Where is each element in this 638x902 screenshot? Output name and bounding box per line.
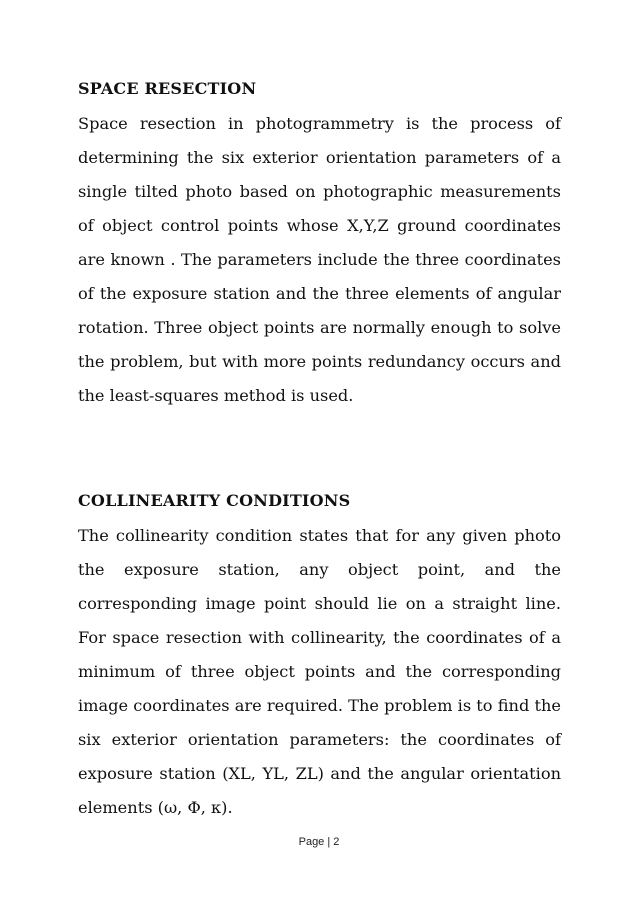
section-body-space-resection: Space resection in photogrammetry is the process of determining the six exterior orientation parameters of a single tilted photo based on photographic measurements of object control points whose X,Y,Z ground coordinates are known . The parameters include the three coordinates of the exposure station and the three elements of angular rotation. Three object points are normally enough to solve the problem, but with more points redundancy occurs and the least-squares method is used. xyxy=(78,114,561,405)
page-number-footer: Page | 2 xyxy=(298,836,340,848)
section-heading-space-resection: SPACE RESECTION xyxy=(78,79,257,98)
section-body-collinearity-conditions: The collinearity condition states that for any given photo the exposure station, any object point, and the corresponding image point should lie on a straight line. For space resection with collinearity, the coordinates of a minimum of three object points and the corresponding image coordinates are required. The problem is to find the six exterior orientation parameters: the coordinates of exposure station (XL, YL, ZL) and the angular orientation elements (ω, Φ, κ). xyxy=(78,526,561,817)
section-heading-collinearity-conditions: COLLINEARITY CONDITIONS xyxy=(78,491,351,510)
